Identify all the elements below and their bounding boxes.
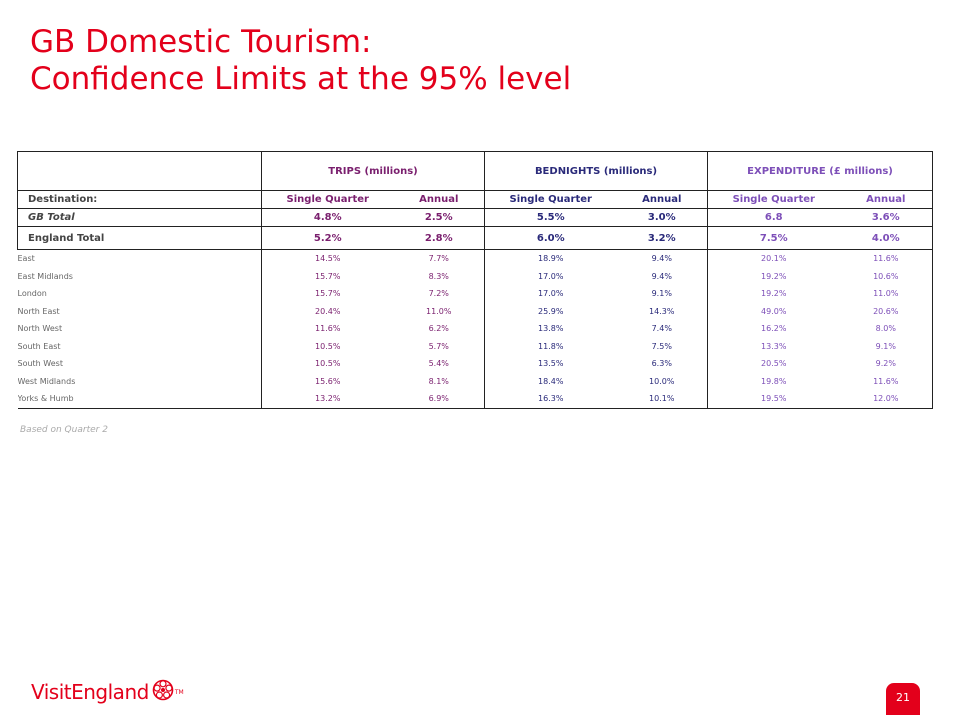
expenditure-single-quarter-cell: 49.0% — [708, 303, 840, 321]
expenditure-single-quarter-cell: 13.3% — [708, 338, 840, 356]
header-blank-cell — [18, 152, 262, 191]
header-expenditure: EXPENDITURE (£ millions) — [708, 152, 933, 191]
bednights-single-quarter-cell: 13.5% — [485, 355, 617, 373]
bednights-annual-cell: 14.3% — [649, 306, 675, 316]
trips-single-quarter-cell: 5.2% — [262, 227, 394, 250]
page-title-line2: Confidence Limits at the 95% level — [30, 61, 572, 97]
expenditure-annual-cell: 4.0% — [840, 227, 933, 250]
trips-single-quarter-cell: 15.7% — [262, 268, 394, 286]
row-label: East — [17, 254, 35, 264]
expenditure-annual-cell: 11.0% — [840, 285, 933, 303]
trips-single-quarter-cell: 14.5% — [262, 250, 394, 268]
group-header-row — [18, 152, 933, 191]
bednights-single-quarter-cell: 17.0% — [485, 285, 617, 303]
bednights-annual-cell: 6.3% — [651, 359, 672, 369]
page-title — [30, 24, 571, 98]
expenditure-annual-cell: 10.6% — [840, 268, 933, 286]
page-number: 21 — [886, 683, 920, 715]
expenditure-single-quarter-cell: 19.2% — [708, 285, 840, 303]
trademark-mark: TM — [174, 688, 184, 696]
trips-annual-cell: 6.2% — [428, 324, 449, 334]
expenditure-single-quarter-cell: 16.2% — [708, 320, 840, 338]
trips-single-quarter-cell: 10.5% — [262, 338, 394, 356]
bednights-annual-cell: 9.4% — [651, 271, 672, 281]
bednights-annual-cell: 9.1% — [651, 289, 672, 299]
row-label: London — [17, 289, 47, 299]
expenditure-single-quarter-cell: 19.5% — [708, 390, 840, 408]
region-row-east — [18, 250, 933, 268]
trips-annual-cell: 7.7% — [428, 254, 449, 264]
bednights-annual-cell: 9.4% — [651, 254, 672, 264]
expenditure-single-quarter-cell: 19.8% — [708, 373, 840, 391]
expenditure-annual-cell: 9.1% — [840, 338, 933, 356]
header-trips: TRIPS (millions) — [262, 152, 485, 191]
bednights-single-quarter-cell: 18.4% — [485, 373, 617, 391]
region-row-east-midlands — [18, 268, 933, 286]
expenditure-single-quarter-cell: 20.5% — [708, 355, 840, 373]
trips-annual-header: Annual — [394, 191, 485, 209]
trips-annual-cell: 5.4% — [428, 359, 449, 369]
confidence-limits-table — [17, 151, 933, 409]
region-row-south-east — [18, 338, 933, 356]
region-row-south-west — [18, 355, 933, 373]
row-label: South West — [17, 359, 63, 369]
trips-annual-cell: 5.7% — [428, 341, 449, 351]
total-row-gb — [18, 209, 933, 227]
expenditure-single-quarter-cell: 20.1% — [708, 250, 840, 268]
row-label: GB Total — [18, 209, 262, 227]
trips-single-quarter-cell: 20.4% — [262, 303, 394, 321]
destination-label: Destination: — [18, 191, 262, 209]
total-row-england — [18, 227, 933, 250]
expenditure-annual-cell: 9.2% — [840, 355, 933, 373]
row-label: East Midlands — [17, 271, 73, 281]
bednights-annual-cell: 7.5% — [651, 341, 672, 351]
bednights-annual-cell: 7.4% — [651, 324, 672, 334]
footnote: Based on Quarter 2 — [20, 425, 108, 435]
expenditure-single-quarter-cell: 7.5% — [708, 227, 840, 250]
trips-single-quarter-cell: 10.5% — [262, 355, 394, 373]
bednights-annual-cell: 10.1% — [617, 390, 708, 408]
bednights-annual-cell: 10.0% — [649, 376, 675, 386]
expenditure-annual-cell: 11.6% — [840, 373, 933, 391]
page-title-line1: GB Domestic Tourism: — [30, 24, 372, 60]
rose-icon — [152, 679, 174, 705]
row-label: England Total — [18, 227, 262, 250]
expenditure-annual-cell: 8.0% — [840, 320, 933, 338]
bednights-single-quarter-cell: 6.0% — [485, 227, 617, 250]
visitengland-logo — [31, 679, 184, 705]
bednights-single-quarter-cell: 16.3% — [485, 390, 617, 408]
expenditure-single-quarter-cell: 6.8 — [708, 209, 840, 227]
expenditure-annual-cell: 11.6% — [840, 250, 933, 268]
trips-annual-cell: 8.1% — [428, 376, 449, 386]
bednights-single-quarter-cell: 11.8% — [485, 338, 617, 356]
header-bednights: BEDNIGHTS (millions) — [485, 152, 708, 191]
expenditure-single-quarter-cell: 19.2% — [708, 268, 840, 286]
trips-single-quarter-cell: 15.7% — [262, 285, 394, 303]
bednights-single-quarter-header: Single Quarter — [485, 191, 617, 209]
bednights-single-quarter-cell: 25.9% — [485, 303, 617, 321]
trips-single-quarter-cell: 13.2% — [262, 390, 394, 408]
trips-single-quarter-header: Single Quarter — [262, 191, 394, 209]
region-row-north-west — [18, 320, 933, 338]
trips-annual-cell: 2.5% — [394, 209, 485, 227]
trips-single-quarter-cell: 11.6% — [262, 320, 394, 338]
trips-annual-cell: 7.2% — [428, 289, 449, 299]
expenditure-annual-cell: 12.0% — [840, 390, 933, 408]
expenditure-annual-cell: 20.6% — [840, 303, 933, 321]
trips-single-quarter-cell: 15.6% — [262, 373, 394, 391]
region-row-north-east — [18, 303, 933, 321]
bednights-annual-cell: 3.0% — [617, 209, 708, 227]
trips-annual-cell: 8.3% — [428, 271, 449, 281]
trips-annual-cell: 2.8% — [394, 227, 485, 250]
bednights-annual-header: Annual — [617, 191, 708, 209]
subheader-row — [18, 191, 933, 209]
region-row-london — [18, 285, 933, 303]
row-label: West Midlands — [17, 376, 76, 386]
row-label: South East — [17, 341, 61, 351]
trips-single-quarter-cell: 4.8% — [262, 209, 394, 227]
row-label: North East — [17, 306, 60, 316]
trips-annual-cell: 6.9% — [394, 390, 485, 408]
region-row-yorks-humb — [18, 390, 933, 408]
row-label: North West — [17, 324, 63, 334]
bednights-annual-cell: 3.2% — [617, 227, 708, 250]
expenditure-annual-cell: 3.6% — [840, 209, 933, 227]
expenditure-annual-header: Annual — [840, 191, 933, 209]
trips-annual-cell: 11.0% — [426, 306, 452, 316]
region-row-west-midlands — [18, 373, 933, 391]
row-label: Yorks & Humb — [18, 390, 262, 408]
bednights-single-quarter-cell: 17.0% — [485, 268, 617, 286]
logo-text: VisitEngland — [31, 680, 149, 704]
expenditure-single-quarter-header: Single Quarter — [708, 191, 840, 209]
bednights-single-quarter-cell: 13.8% — [485, 320, 617, 338]
bednights-single-quarter-cell: 5.5% — [485, 209, 617, 227]
bednights-single-quarter-cell: 18.9% — [485, 250, 617, 268]
